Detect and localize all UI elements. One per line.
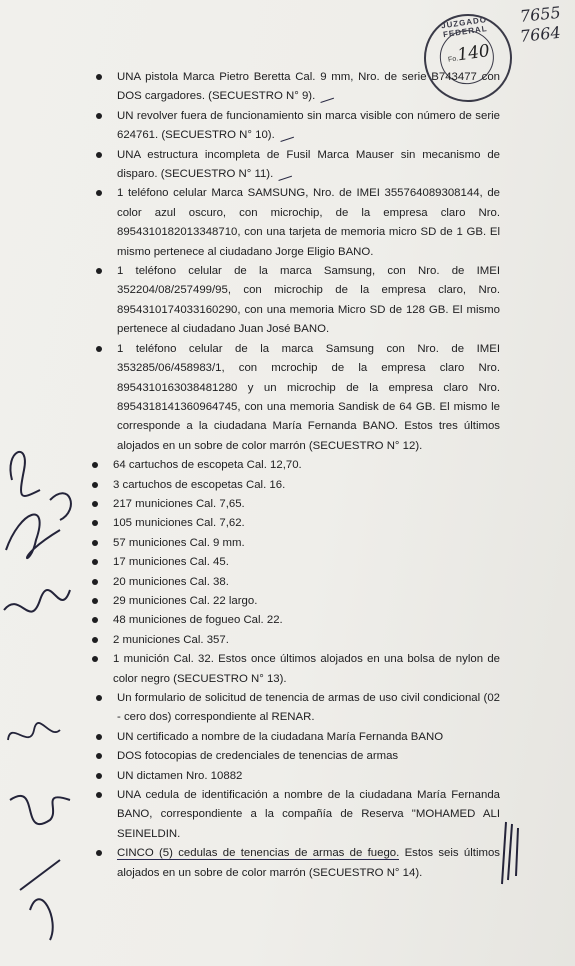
list-item: [88, 495, 500, 514]
bullet-icon: [96, 792, 102, 798]
bullet-icon: [96, 753, 102, 759]
bullet-icon: [92, 559, 98, 565]
bullet-icon: [92, 540, 98, 546]
check-mark-icon: [318, 90, 334, 103]
bullet-icon: [92, 520, 98, 526]
list-item: [88, 262, 500, 340]
list-item: [88, 728, 500, 747]
handwritten-corner-note: [520, 4, 575, 44]
signature-stroke: [6, 515, 60, 559]
stamp-fo-label: Fo.: [447, 55, 459, 64]
list-item-text: 1 munición Cal. 32. Estos once últimos alojados en una bolsa de nylon de color negro (SECUESTRO N° 13).: [113, 653, 500, 685]
list-item: [88, 340, 500, 456]
bullet-icon: [96, 695, 102, 701]
bullet-icon: [96, 74, 102, 80]
stamp-ring-text: JUZGADO FEDERAL: [440, 15, 489, 40]
bullet-icon: [96, 152, 102, 158]
list-item-text: 57 municiones Cal. 9 mm.: [113, 536, 245, 549]
list-item: [88, 592, 500, 611]
signature-stroke: [50, 493, 71, 520]
folio-number: 140: [456, 41, 492, 66]
list-item-text: UNA estructura incompleta de Fusil Marca Mauser sin mecanismo de disparo. (SECUESTRO N° 11).: [117, 148, 500, 181]
list-item-text: Un formulario de solicitud de tenencia de armas de uso civil condicional (02 - cero dos) correspondiente al RENAR.: [117, 692, 500, 724]
list-item-text: 17 municiones Cal. 45.: [113, 556, 229, 569]
list-item-text: 2 municiones Cal. 357.: [113, 633, 229, 646]
list-item: [88, 650, 500, 689]
list-item-text: DOS fotocopias de credenciales de tenencias de armas: [117, 750, 399, 763]
signature-stroke: [4, 590, 70, 612]
corner-note-line: 7655: [519, 2, 562, 26]
underlined-text: CINCO (5) cedulas de tenencias de armas de fuego.: [117, 847, 400, 860]
seized-items-list: [88, 68, 500, 883]
list-item-text: UNA pistola Marca Pietro Beretta Cal. 9 mm, Nro. de serie B743477 con DOS cargadores. (SECUESTRO N° 9).: [117, 71, 500, 103]
bullet-icon: [92, 637, 98, 643]
list-item: [88, 611, 500, 630]
list-item: [88, 514, 500, 533]
bullet-icon: [96, 268, 102, 274]
list-item-text: UN dictamen Nro. 10882: [117, 769, 243, 782]
list-item: [88, 476, 500, 495]
list-item-text: 29 municiones Cal. 22 largo.: [113, 594, 258, 607]
margin-signatures: [0, 440, 80, 960]
list-item: [88, 573, 500, 592]
list-item-text: 64 cartuchos de escopeta Cal. 12,70.: [113, 459, 302, 472]
list-item: [88, 631, 500, 650]
list-item: [88, 534, 500, 553]
list-item: [88, 68, 500, 107]
list-item-text: 1 teléfono celular Marca SAMSUNG, Nro. de IMEI 355764089308144, de color azul oscuro, con microchip, de la empresa claro Nro. 895431018201334871​0, con una tarjeta de memoria micro SD de 1 GB. El mismo pertenece al ciudadano Jorge Eligio BANO.: [117, 187, 500, 258]
list-item: [88, 786, 500, 844]
list-item-text: UN revolver fuera de funcionamiento sin marca visible con número de serie 624761. (SECUESTRO N° 10).: [117, 109, 500, 142]
list-item-text: 105 municiones Cal. 7,62.: [113, 517, 245, 530]
list-item-text: 217 municiones Cal. 7,65.: [113, 497, 245, 510]
list-item: [88, 747, 500, 766]
corner-note-line: 7664: [519, 22, 562, 46]
list-item: [88, 767, 500, 786]
bullet-icon: [96, 113, 102, 119]
list-item: [88, 844, 500, 883]
list-item-text: CINCO (5) cedulas de tenencias de armas de fuego. Estos seis últimos alojados en un sobre de color marrón (SECUESTRO N° 14).: [117, 847, 500, 879]
list-item: [88, 146, 500, 185]
right-margin-mark: [498, 818, 528, 888]
bullet-icon: [92, 579, 98, 585]
list-item: [88, 689, 500, 728]
list-item-text: 1 teléfono celular de la marca Samsung, con Nro. de IMEI 352204/08/257499/95, con microchip de la empresa claro, Nro. 8954310174033160290, con una memoria Micro SD de 128 GB. El mismo pertenece al ciudadano Juan José BANO.: [117, 265, 500, 336]
signature-stroke: [20, 860, 60, 940]
bullet-icon: [92, 617, 98, 623]
signature-stroke: [10, 796, 70, 824]
list-item-text: UN certificado a nombre de la ciudadana María Fernanda BANO: [117, 730, 444, 743]
bullet-icon: [92, 462, 98, 468]
list-item-text: 1 teléfono celular de la marca Samsung con Nro. de IMEI 353285/06/458983/1, con mcrochip de la empresa claro Nro. 8954310163038481280 y un microchip de la empresa claro Nro. 8954318141360964745, con una memoria Sandisk de 64 GB. El mismo le corresponde a la ciudadana María Fernanda BANO. Estos tres últimos alojados en un sobre de color marrón (SECUESTRO N° 12).: [117, 342, 500, 452]
list-item: [88, 184, 500, 262]
bullet-icon: [96, 190, 102, 196]
list-item: [88, 553, 500, 572]
bullet-icon: [96, 850, 102, 856]
list-item-text: UNA cedula de identificación a nombre de la ciudadana María Fernanda BANO, correspondiente a la compañía de Reserva "MOHAMED ALI SEINELDIN.: [117, 789, 500, 840]
bullet-icon: [96, 773, 102, 779]
list-item-text: 48 municiones de fogueo Cal. 22.: [113, 614, 283, 627]
signature-stroke: [8, 723, 60, 740]
bullet-icon: [96, 346, 102, 352]
list-item-text: 20 municiones Cal. 38.: [113, 575, 229, 588]
list-item: [88, 107, 500, 146]
list-item-text: 3 cartuchos de escopetas Cal. 16.: [113, 478, 286, 491]
check-mark-icon: [276, 168, 292, 181]
list-item: [88, 456, 500, 475]
check-mark-icon: [278, 129, 294, 142]
bullet-icon: [92, 598, 98, 604]
bullet-icon: [96, 734, 102, 740]
signature-stroke: [10, 452, 40, 496]
bullet-icon: [92, 482, 98, 488]
bullet-icon: [92, 501, 98, 507]
signature-stroke: [502, 822, 518, 884]
bullet-icon: [92, 656, 98, 662]
